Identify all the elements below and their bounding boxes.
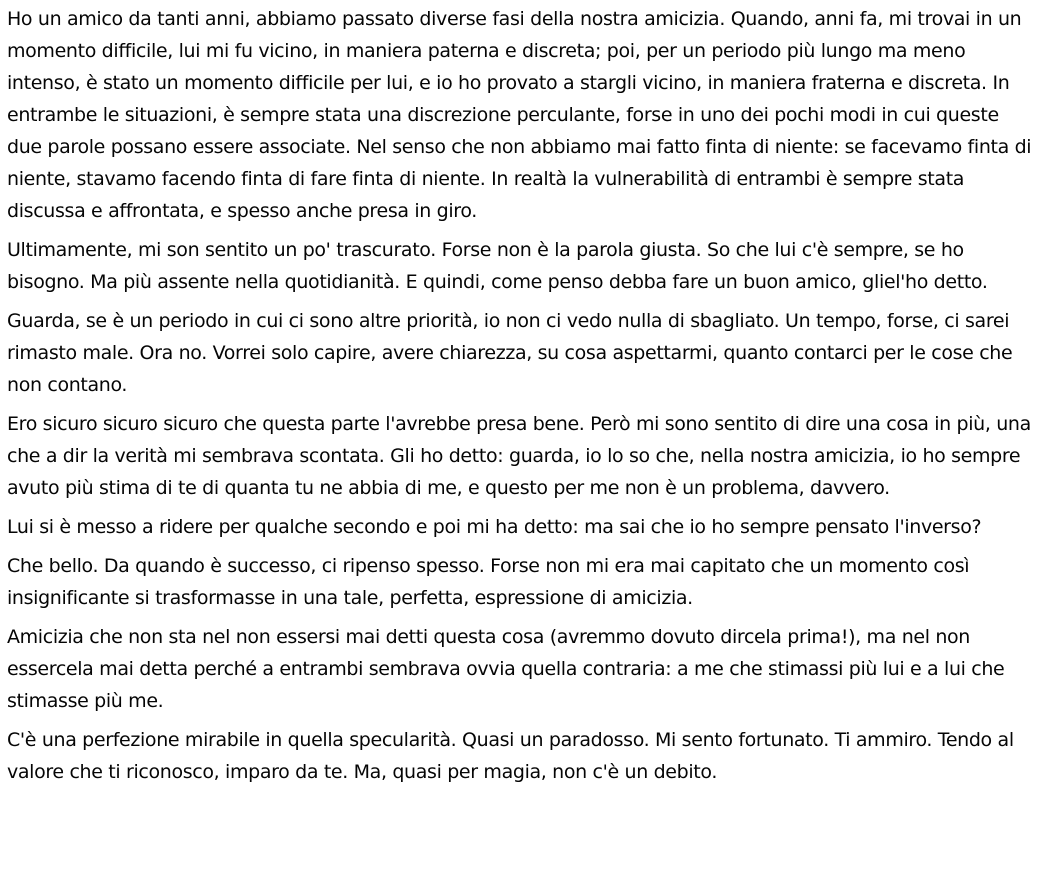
paragraph-2: Ultimamente, mi son sentito un po' trascurato. Forse non è la parola giusta. So che lui c'è sempre, se ho bisogno. Ma più assente nella quotidianità. E quindi, come penso debba fare un buon amico, gliel'ho detto. — [7, 239, 988, 293]
paragraph-8: C'è una perfezione mirabile in quella specularità. Quasi un paradosso. Mi sento fortunato. Ti ammiro. Tendo al valore che ti riconosco, imparo da te. Ma, quasi per magia, non c'è un debito. — [7, 729, 1014, 783]
paragraph-3: Guarda, se è un periodo in cui ci sono altre priorità, io non ci vedo nulla di sbagliato. Un tempo, forse, ci sarei rimasto male. Ora no. Vorrei solo capire, avere chiarezza, su cosa aspettarmi, quanto contarci per le cose che non contano. — [7, 310, 1013, 396]
paragraph-6: Che bello. Da quando è successo, ci ripenso spesso. Forse non mi era mai capitato che un momento così insignificante si trasformasse in una tale, perfetta, espressione di amicizia. — [7, 555, 970, 609]
paragraph-1: Ho un amico da tanti anni, abbiamo passato diverse fasi della nostra amicizia. Quando, anni fa, mi trovai in un momento difficile, lui mi fu vicino, in maniera paterna e discreta; poi, per un periodo più lungo ma meno intenso, è stato un momento difficile per lui, e io ho provato a stargli vicino, in maniera fraterna e discreta. In entrambe le situazioni, è sempre stata una discrezione perculante, forse in uno dei pochi modi in cui queste due parole possano essere associate. Nel senso che non abbiamo mai fatto finta di niente: se facevamo finta di niente, stavamo facendo finta di fare finta di niente. In realtà la vulnerabilità di entrambi è sempre stata discussa e affrontata, e spesso anche presa in giro. — [7, 8, 1032, 222]
paragraph-5: Lui si è messo a ridere per qualche secondo e poi mi ha detto: ma sai che io ho sempre pensato l'inverso? — [7, 516, 982, 538]
paragraph-4: Ero sicuro sicuro sicuro che questa parte l'avrebbe presa bene. Però mi sono sentito di dire una cosa in più, una che a dir la verità mi sembrava scontata. Gli ho detto: guarda, io lo so che, nella nostra amicizia, io ho sempre avuto più stima di te di quanta tu ne abbia di me, e questo per me non è un problema, davvero. — [7, 413, 1031, 499]
paragraph-7: Amicizia che non sta nel non essersi mai detti questa cosa (avremmo dovuto dircela prima!), ma nel non essercela mai detta perché a entrambi sembrava ovvia quella contraria: a me che stimassi più lui e a lui che stimasse più me. — [7, 626, 1005, 712]
